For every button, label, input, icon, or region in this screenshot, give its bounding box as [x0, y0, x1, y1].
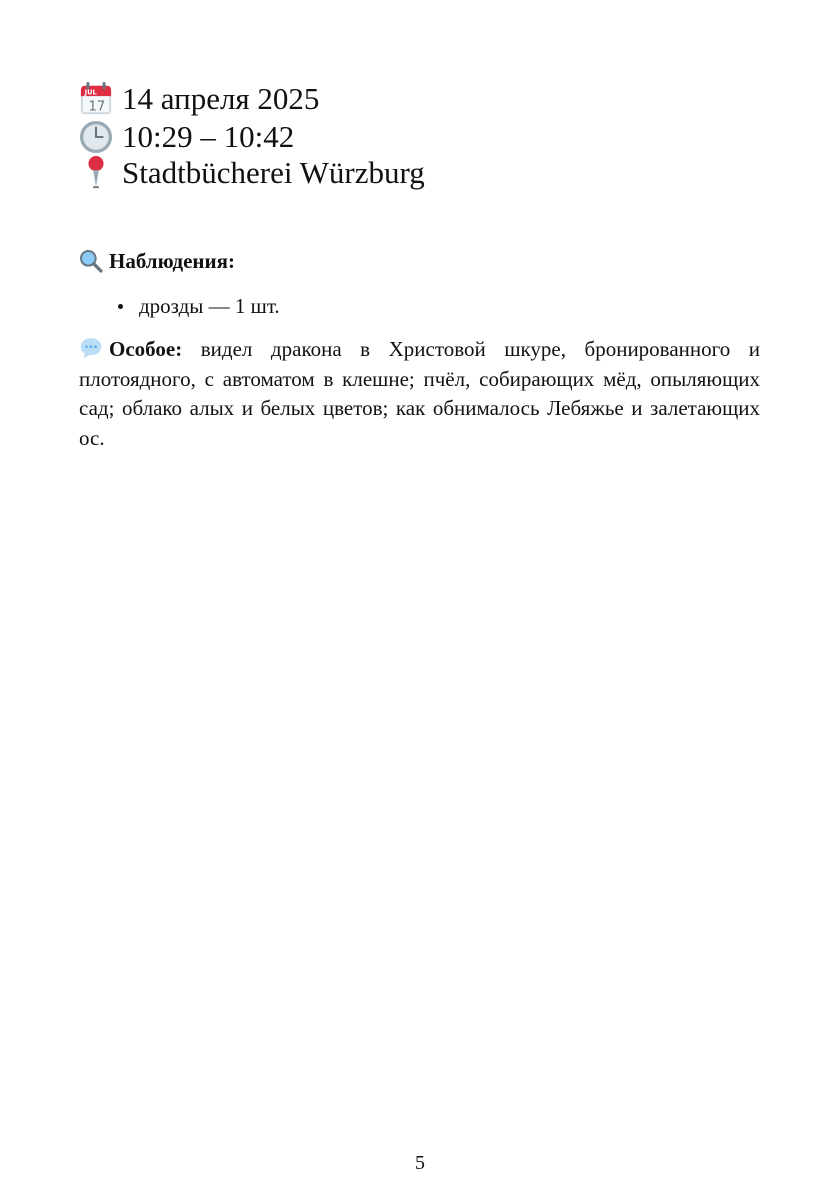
location-text: Stadtbücherei Würzburg — [122, 155, 425, 190]
clock-icon — [79, 120, 113, 154]
list-item — [118, 292, 280, 320]
observations-list — [118, 292, 280, 320]
observations-heading — [79, 247, 235, 275]
list-item-text: дрозды — 1 шт. — [139, 294, 280, 318]
bullet — [118, 304, 123, 309]
date-text: 14 апреля 2025 — [122, 81, 320, 116]
entry-header — [79, 80, 425, 192]
page-number: 5 — [415, 1152, 425, 1174]
svg-text:17: 17 — [88, 99, 106, 115]
observations-section — [79, 247, 235, 275]
magnifier-icon — [79, 249, 103, 273]
special-label: Особое: — [109, 337, 183, 361]
pushpin-icon — [79, 156, 113, 190]
special-paragraph — [79, 335, 760, 453]
date-line — [79, 80, 425, 118]
observations-title: Наблюдения: — [109, 249, 235, 273]
time-line — [79, 118, 425, 156]
location-line — [79, 154, 425, 192]
time-text: 10:29 – 10:42 — [122, 119, 295, 154]
special-text: видел дракона в Христовой шкуре, бронированного и плотоядного, с автоматом в клешне; пчёл, собирающих мёд, опыляющих сад; облако алых и белых цветов; как обнималось Лебяжье и залетающих ос. — [79, 337, 760, 450]
calendar-icon — [79, 82, 113, 116]
speech-bubble-icon — [79, 337, 103, 359]
svg-text:JUL: JUL — [84, 88, 97, 97]
